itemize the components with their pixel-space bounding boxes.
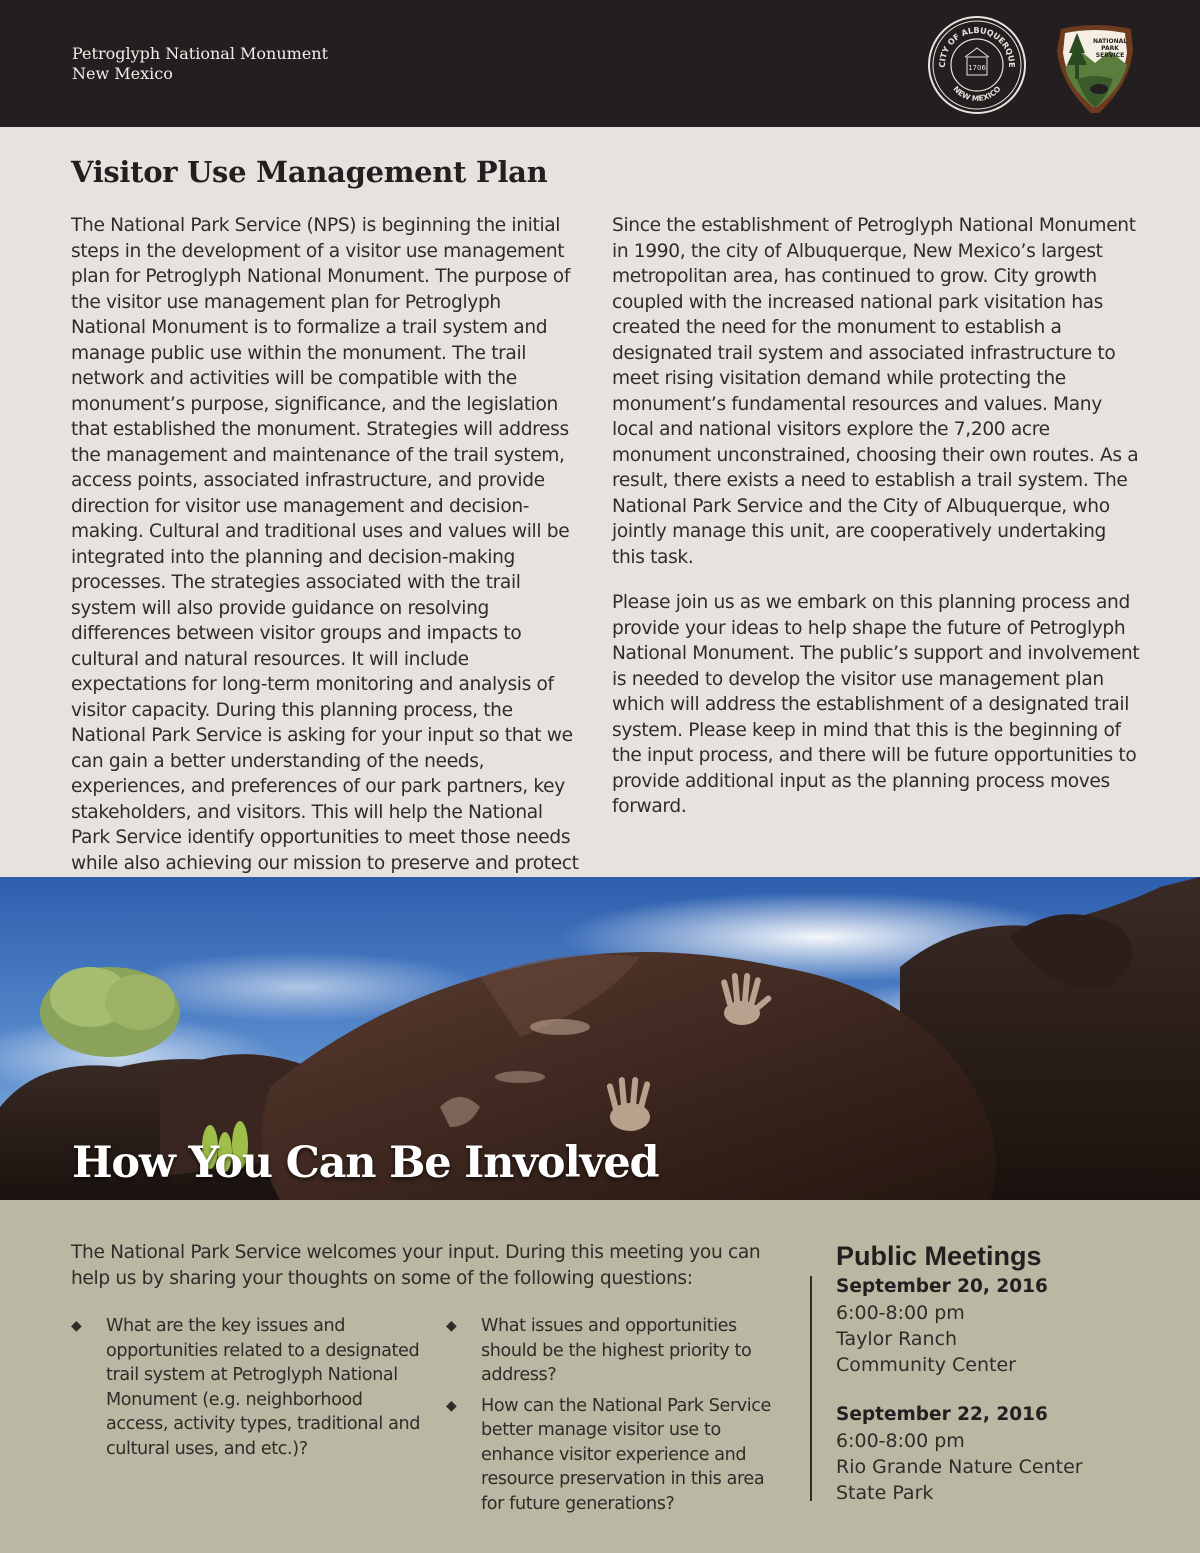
city-seal-logo <box>927 15 1027 115</box>
meeting-time: 6:00-8:00 pm <box>836 1302 965 1324</box>
meeting-item <box>836 1274 1083 1378</box>
list-item <box>446 1314 791 1388</box>
meeting-time: 6:00-8:00 pm <box>836 1430 965 1452</box>
meeting-item <box>836 1402 1083 1506</box>
meeting-date: September 22, 2016 <box>836 1404 1048 1425</box>
seal-text-top: CITY OF ALBUQUERQUE <box>937 25 1017 68</box>
header-park-name: Petroglyph National Monument <box>72 44 329 63</box>
meetings-title: Public Meetings <box>836 1241 1042 1271</box>
background-paragraph: Since the establishment of Petroglyph National Monument in 1990, the city of Albuquerque, New Mexico’s largest metropolitan area, has continued to grow. City growth coupled with the increased national park visitation has created the need for the monument to establish a designated trail system and associated infrastructure to meet rising visitation demand while protecting the monument’s fundamental resources and values. Many local and national visitors explore the 7,200 acre monument unconstrained, choosing their own routes. As a result, there exists a need to establish a trail system. The National Park Service and the City of Albuquerque, who jointly manage this unit, are cooperatively undertaking this task. <box>612 215 1139 568</box>
diamond-bullet-icon: ◆ <box>446 1397 457 1414</box>
right-column <box>612 213 1142 820</box>
header-bar <box>0 0 1200 127</box>
nps-text-line3: SERVICE <box>1095 52 1125 59</box>
header-title <box>72 44 328 84</box>
list-item <box>446 1394 791 1517</box>
involved-intro: The National Park Service welcomes your input. During this meeting you can help us by sharing your thoughts on some of the following questions: <box>71 1242 761 1289</box>
question-text: How can the National Park Service better manage visitor use to enhance visitor experience and resource preservation in this area for future generations? <box>481 1395 771 1514</box>
question-text: What are the key issues and opportunities related to a designated trail system at Petroglyph National Monument (e.g. neighborhood access, activity types, traditional and cultural uses, and etc.)? <box>106 1316 420 1459</box>
meeting-location: Rio Grande Nature Center <box>836 1456 1083 1478</box>
meeting-date: September 20, 2016 <box>836 1276 1048 1297</box>
diamond-bullet-icon: ◆ <box>446 1318 457 1334</box>
page-title: Visitor Use Management Plan <box>71 155 548 189</box>
purpose-paragraph: The National Park Service (NPS) is beginning the initial steps in the development of a visitor use management plan for Petroglyph National Monument. The purpose of the visitor use management plan for Petroglyph National Monument is to formalize a trail system and manage public use within the monument. The trail network and activities will be compatible with the monument’s purpose, significance, and the legislation that established the monument. Strategies will address the management and maintenance of the trail system, access points, associated infrastructure, and provide direction for visitor use management and decision-making. Cultural and traditional uses and values will be integrated into the planning and decision-making processes. The strategies associated with the trail system will also provide guidance on resolving differences between visitor groups and impacts to cultural and natural resources. It will include expectations for long-term monitoring and analysis of visitor capacity. During this planning process, the National Park Service is asking for your input so that we can gain a better understanding of the needs, experiences, and preferences of our park partners, key stakeholders, and visitors. This will help the National Park Service identify opportunities to meet those needs while also achieving our mission to preserve and protect <box>71 215 579 874</box>
nps-arrowhead-logo <box>1055 23 1135 115</box>
meeting-location: Taylor Ranch <box>836 1328 958 1350</box>
diamond-bullet-icon: ◆ <box>71 1318 82 1334</box>
nps-text-line2: PARK <box>1101 45 1119 52</box>
meetings-divider <box>810 1276 812 1501</box>
list-item <box>71 1314 421 1461</box>
questions-list-left <box>71 1314 421 1467</box>
questions-list-right <box>446 1314 791 1522</box>
left-column <box>71 213 581 902</box>
public-meetings <box>836 1238 1083 1506</box>
invitation-paragraph: Please join us as we embark on this planning process and provide your ideas to help shape the future of Petroglyph National Monument. The public’s support and involvement is needed to develop the visitor use management plan which will address the establishment of a designated trail system. Please keep in mind that this is the beginning of the input process, and there will be future opportunities to provide additional input as the planning process moves forward. <box>612 592 1140 817</box>
seal-text-bottom: NEW MEXICO <box>951 84 1003 104</box>
question-text: What issues and opportunities should be the highest priority to address? <box>481 1316 752 1385</box>
involved-heading: How You Can Be Involved <box>72 1138 659 1188</box>
nps-text-line1: NATIONAL <box>1092 38 1128 45</box>
header-state: New Mexico <box>72 64 173 83</box>
meeting-location: Community Center <box>836 1354 1016 1376</box>
meeting-location: State Park <box>836 1482 934 1504</box>
seal-year: 1706 <box>968 64 986 72</box>
